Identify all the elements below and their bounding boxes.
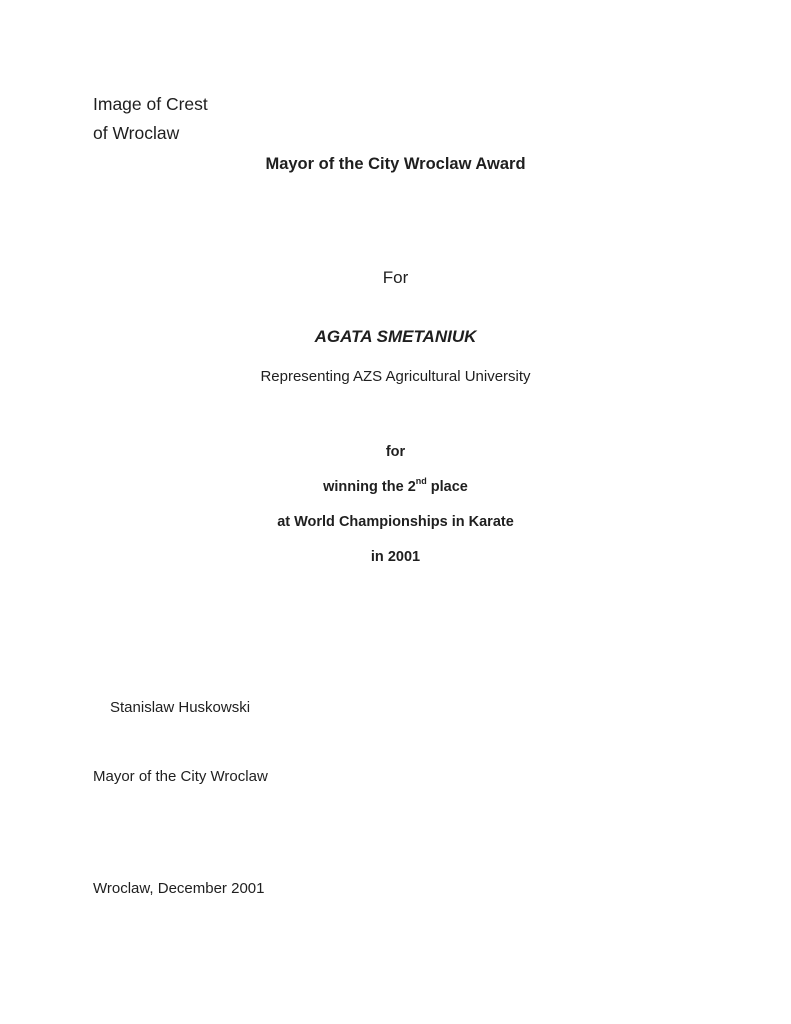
winning-prefix: winning the 2 <box>323 479 416 495</box>
winning-suffix: place <box>426 479 468 495</box>
for-label: For <box>382 268 409 287</box>
signatory-title: Mayor of the City Wroclaw <box>93 768 268 785</box>
ordinal-suffix: nd <box>415 476 427 486</box>
place-date: Wroclaw, December 2001 <box>93 880 265 897</box>
reason-for: for <box>385 444 406 460</box>
reason-event: at World Championships in Karate <box>277 514 514 530</box>
crest-placeholder-line1: Image of Crest <box>93 94 208 114</box>
representing-text: Representing AZS Agricultural University <box>260 368 531 385</box>
recipient-name: AGATA SMETANIUK <box>314 327 477 346</box>
award-title: Mayor of the City Wroclaw Award <box>265 155 526 173</box>
reason-winning <box>0 476 791 495</box>
reason-year: in 2001 <box>370 549 421 565</box>
crest-placeholder-line2: of Wroclaw <box>93 123 180 143</box>
signatory-name: Stanislaw Huskowski <box>110 699 251 716</box>
